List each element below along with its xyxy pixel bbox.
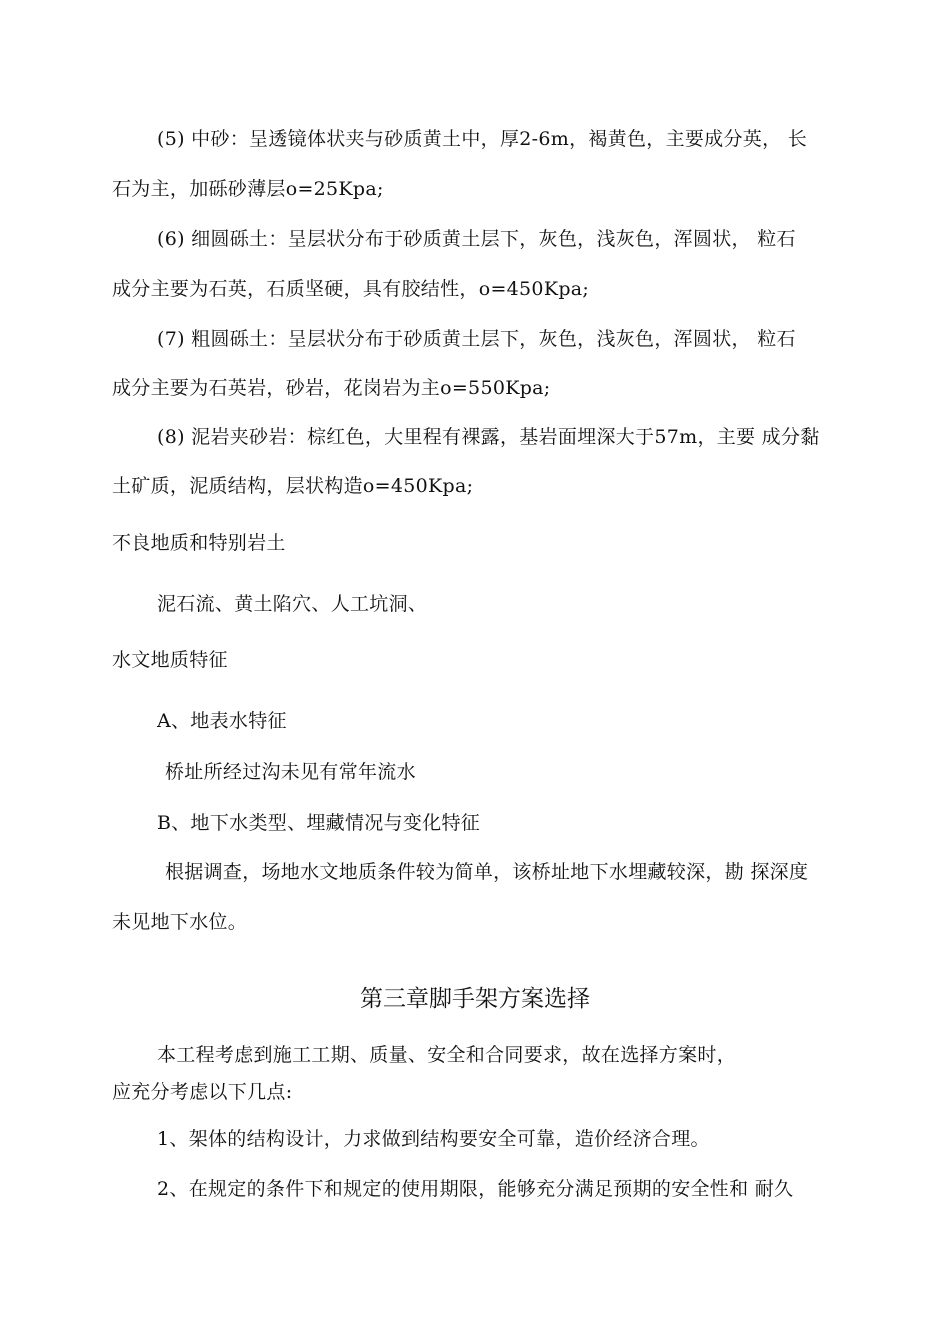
paragraph-line: 未见地下水位。 [112, 911, 248, 933]
paragraph-line: 成分主要为石英，石质坚硬，具有胶结性，o=450Kpa; [112, 278, 590, 300]
paragraph-line: (8) 泥岩夹砂岩：棕红色，大里程有裸露，基岩面埋深大于57m，主要 成分黏 [157, 426, 820, 448]
paragraph-line: (5) 中砂：呈透镜体状夹与砂质黄土中，厚2-6m，褐黄色，主要成分英， 长 [157, 128, 808, 150]
subsection-heading: A、地表水特征 [157, 710, 287, 732]
paragraph-line: (6) 细圆砾土：呈层状分布于砂质黄土层下，灰色，浅灰色，浑圆状， 粒石 [157, 228, 796, 250]
chapter-title: 第三章脚手架方案选择 [360, 986, 590, 1012]
list-item: 2、在规定的条件下和规定的使用期限，能够充分满足预期的安全性和 耐久 [157, 1178, 794, 1200]
subsection-heading: B、地下水类型、埋藏情况与变化特征 [157, 812, 481, 834]
paragraph-line: 本工程考虑到施工工期、质量、安全和合同要求，故在选择方案时， [157, 1044, 737, 1066]
paragraph-line: 泥石流、黄土陷穴、人工坑洞、 [157, 593, 428, 615]
paragraph-line: 根据调查，场地水文地质条件较为简单，该桥址地下水埋藏较深，勘 探深度 [165, 861, 809, 883]
paragraph-line: (7) 粗圆砾土：呈层状分布于砂质黄土层下，灰色，浅灰色，浑圆状， 粒石 [157, 328, 796, 350]
paragraph-line: 桥址所经过沟未见有常年流水 [165, 761, 416, 783]
section-heading: 水文地质特征 [112, 649, 228, 671]
paragraph-line: 应充分考虑以下几点: [112, 1081, 293, 1103]
section-heading: 不良地质和特别岩土 [112, 532, 286, 554]
paragraph-line: 土矿质，泥质结构，层状构造o=450Kpa; [112, 475, 474, 497]
paragraph-line: 石为主，加砾砂薄层o=25Kpa; [112, 178, 384, 200]
list-item: 1、架体的结构设计，力求做到结构要安全可靠，造价经济合理。 [157, 1128, 710, 1150]
paragraph-line: 成分主要为石英岩，砂岩，花岗岩为主o=550Kpa; [112, 377, 551, 399]
